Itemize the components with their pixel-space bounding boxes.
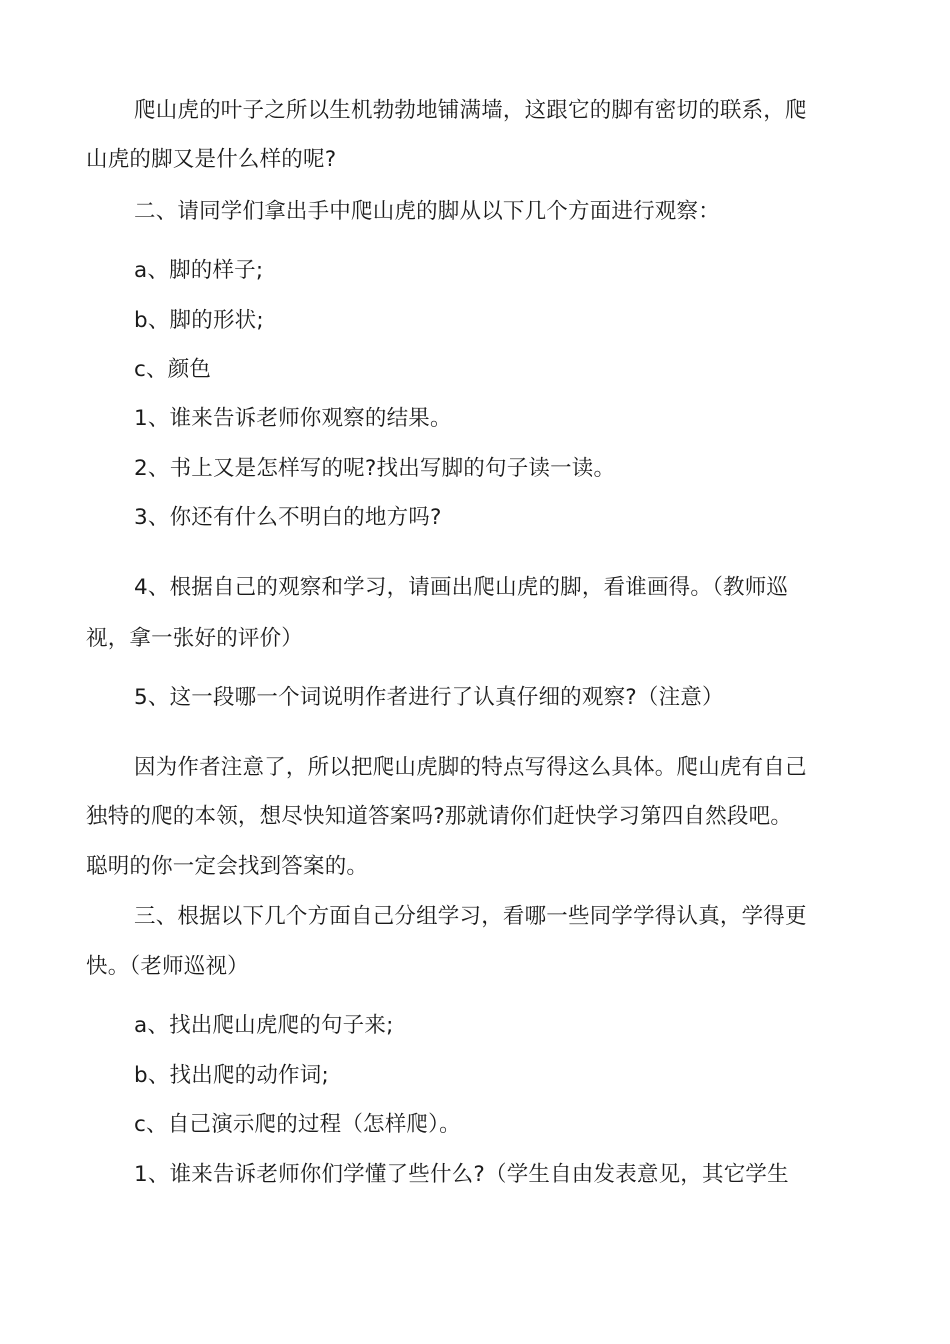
task-item-a: a、找出爬山虎爬的句子来; (134, 1013, 394, 1038)
section-3-line-1: 三、根据以下几个方面自己分组学习，看哪一些同学学得认真，学得更 (134, 904, 807, 929)
paragraph-2-line-2: 独特的爬的本领，想尽快知道答案吗?那就请你们赶快学习第四自然段吧。 (86, 804, 793, 829)
paragraph-2-line-3: 聪明的你一定会找到答案的。 (86, 854, 369, 879)
question-4-line-1: 4、根据自己的观察和学习，请画出爬山虎的脚，看谁画得。（教师巡 (134, 575, 789, 600)
question-5: 5、这一段哪一个词说明作者进行了认真仔细的观察?（注意） (134, 685, 724, 710)
task-item-b: b、找出爬的动作词; (134, 1063, 329, 1088)
list-item-c: c、颜色 (134, 357, 212, 382)
task-item-c: c、自己演示爬的过程（怎样爬）。 (134, 1112, 461, 1137)
discussion-1: 1、谁来告诉老师你们学懂了些什么?（学生自由发表意见，其它学生 (134, 1162, 789, 1187)
list-item-b: b、脚的形状; (134, 308, 264, 333)
paragraph-2-line-1: 因为作者注意了，所以把爬山虎脚的特点写得这么具体。爬山虎有自己 (134, 755, 807, 780)
question-1: 1、谁来告诉老师你观察的结果。 (134, 406, 452, 431)
paragraph-1-line-1: 爬山虎的叶子之所以生机勃勃地铺满墙，这跟它的脚有密切的联系，爬 (134, 98, 807, 123)
question-4-line-2: 视，拿一张好的评价） (86, 626, 304, 651)
list-item-a: a、脚的样子; (134, 258, 264, 283)
question-3: 3、你还有什么不明白的地方吗? (134, 505, 442, 530)
section-3-line-2: 快。（老师巡视） (86, 954, 249, 979)
paragraph-1-line-2: 山虎的脚又是什么样的呢? (86, 147, 337, 172)
section-2-heading: 二、请同学们拿出手中爬山虎的脚从以下几个方面进行观察： (134, 199, 720, 224)
question-2: 2、书上又是怎样写的呢?找出写脚的句子读一读。 (134, 456, 616, 481)
